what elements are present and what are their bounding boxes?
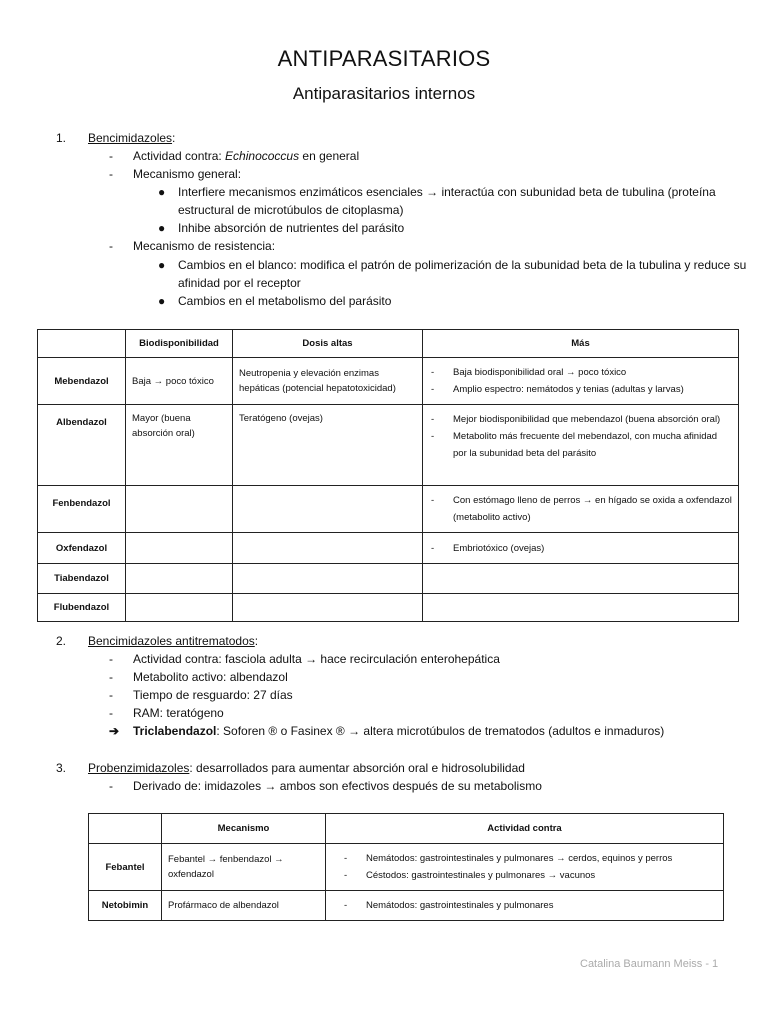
table-cell [233, 486, 423, 533]
table-cell: Neutropenia y elevación enzimas hepáticas (potencial hepatotoxicidad) [233, 358, 423, 405]
list-item-text: Actividad contra: fasciola adulta → hace recirculación enterohepática [133, 652, 500, 666]
row-header: Fenbendazol [38, 486, 126, 533]
list [429, 411, 732, 462]
row-header: Netobimin [89, 891, 162, 921]
header-cell [89, 814, 162, 844]
list [429, 492, 732, 526]
list-item: - Con estómago lleno de perros → en hígado se oxida a oxfendazol (metabolito activo) [429, 492, 732, 526]
list-item: - Mecanismo de resistencia: [109, 239, 276, 253]
resistance-bullet-1: Cambios en el blanco: modifica el patrón de polimerización de la subunidad beta de la tubulina y reduce su [178, 258, 747, 272]
row-header: Febantel [89, 844, 162, 891]
table-cell [233, 533, 423, 564]
colon: : [172, 131, 176, 145]
list-item: - Derivado de: imidazoles → ambos son efectivos después de su metabolismo [109, 779, 542, 793]
list [429, 540, 732, 557]
list-item: - Mecanismo general: [109, 167, 242, 181]
table-cell [326, 844, 724, 891]
table-cell: Profármaco de albendazol [162, 891, 326, 921]
header-cell: Actividad contra [326, 814, 724, 844]
bullet-item: ● Cambios en el metabolismo del parásito [158, 294, 392, 308]
table-cell [233, 564, 423, 594]
activity-organism: Echinococcus [225, 149, 300, 163]
resistance-label: Mecanismo de resistencia: [133, 239, 276, 253]
table-cell: Teratógeno (ovejas) [233, 405, 423, 486]
page-subtitle: Antiparasitarios internos [292, 84, 476, 103]
list-item: - Metabolito más frecuente del mebendazol, con mucha afinidad por la subunidad beta del parásito [429, 428, 732, 462]
table-cell: Febantel → fenbendazol → oxfendazol [162, 844, 326, 891]
activity-suffix: en general [299, 149, 360, 163]
bullet-item: ● Interfiere mecanismos enzimáticos esenciales → interactúa con subunidad beta de tubulina (proteína [158, 185, 716, 199]
section-title: Probenzimidazoles [88, 761, 190, 775]
mech-general: Mecanismo general: [133, 167, 242, 181]
table-row [38, 564, 739, 594]
list [332, 897, 717, 914]
table-cell [423, 358, 739, 405]
list-item: - Actividad contra: Echinococcus en general [109, 149, 360, 163]
resistance-bullet-2: Cambios en el metabolismo del parásito [178, 294, 392, 308]
table-cell: Mayor (buena absorción oral) [126, 405, 233, 486]
list-item: - Mejor biodisponibilidad que mebendazol (buena absorción oral) [429, 411, 732, 428]
row-header: Tiabendazol [38, 564, 126, 594]
table-row [38, 405, 739, 486]
table-cell [126, 594, 233, 622]
mech-bullet-2: Inhibe absorción de nutrientes del parásito [178, 221, 405, 235]
section-number: 1. [56, 131, 67, 145]
table-row [89, 891, 724, 921]
page-footer: Catalina Baumann Meiss - 1 [580, 958, 719, 970]
table-cell [423, 405, 739, 486]
list-item: - Metabolito activo: albendazol [109, 670, 288, 684]
mech-bullet-1: Interfiere mecanismos enzimáticos esenciales → interactúa con subunidad beta de tubulina (proteína [178, 185, 716, 199]
list-item-text: RAM: teratógeno [133, 706, 224, 720]
list-item-text: Metabolito activo: albendazol [133, 670, 288, 684]
header-cell: Mecanismo [162, 814, 326, 844]
row-header: Albendazol [38, 405, 126, 486]
list [429, 364, 732, 398]
activity-label: Actividad contra: [133, 149, 226, 163]
bullet-item: ● Cambios en el blanco: modifica el patrón de polimerización de la subunidad beta de la tubulina y reduce su [158, 258, 747, 272]
bencimidazoles-table [37, 329, 739, 622]
arrow-item [109, 722, 665, 740]
header-cell: Más [423, 330, 739, 358]
table-cell [126, 533, 233, 564]
row-header: Flubendazol [38, 594, 126, 622]
table-cell [233, 594, 423, 622]
page-title: ANTIPARASITARIOS [277, 46, 491, 71]
list-item: - Tiempo de resguardo: 27 días [109, 688, 293, 702]
table-cell [126, 486, 233, 533]
list-item: - Céstodos: gastrointestinales y pulmonares → vacunos [342, 867, 717, 884]
table-header-row [89, 814, 724, 844]
list-item-text: Derivado de: imidazoles → ambos son efectivos después de su metabolismo [133, 779, 542, 793]
table-row [38, 533, 739, 564]
drug-name: Triclabendazol [133, 724, 217, 738]
list-item: - Nemátodos: gastrointestinales y pulmonares [342, 897, 717, 914]
list-item: - Embriotóxico (ovejas) [429, 540, 732, 557]
table-cell [423, 486, 739, 533]
row-header: Oxfendazol [38, 533, 126, 564]
list [332, 850, 717, 884]
bullet-continuation: estructural de microtúbulos de citoplasma) [178, 203, 404, 217]
table-cell [423, 564, 739, 594]
colon: : [254, 634, 259, 648]
header-cell [38, 330, 126, 358]
table-row [89, 844, 724, 891]
header-cell: Biodisponibilidad [126, 330, 233, 358]
list-item: - RAM: teratógeno [109, 706, 224, 720]
section-description: : desarrollados para aumentar absorción oral e hidrosolubilidad [189, 761, 525, 775]
section-number: 3. [56, 761, 67, 775]
probenzimidazoles-table [88, 813, 724, 921]
list-item: - Baja biodisponibilidad oral → poco tóxico [429, 364, 732, 381]
drug-description: : Soforen ® o Fasinex ® → altera microtúbulos de trematodos (adultos e inmaduros) [216, 724, 665, 738]
section-title: Bencimidazoles [88, 131, 173, 145]
row-header: Mebendazol [38, 358, 126, 405]
table-row [38, 358, 739, 405]
table-row [38, 486, 739, 533]
bullet-continuation: afinidad por el receptor [178, 276, 301, 290]
section-title: Bencimidazoles antitrematodos [88, 634, 255, 648]
list-item: - Amplio espectro: nemátodos y tenias (adultas y larvas) [429, 381, 732, 398]
table-cell [126, 564, 233, 594]
arrow-icon: ➔ [109, 724, 120, 738]
list-item-text: Tiempo de resguardo: 27 días [133, 688, 293, 702]
table-cell [326, 891, 724, 921]
list-item: - Nemátodos: gastrointestinales y pulmonares → cerdos, equinos y perros [342, 850, 717, 867]
table-cell [423, 594, 739, 622]
table-cell: Baja → poco tóxico [126, 358, 233, 405]
table-header-row [38, 330, 739, 358]
table-cell [423, 533, 739, 564]
header-cell: Dosis altas [233, 330, 423, 358]
table-row [38, 594, 739, 622]
list-item: - Actividad contra: fasciola adulta → hace recirculación enterohepática [109, 652, 500, 666]
bullet-item: ● Inhibe absorción de nutrientes del parásito [158, 221, 405, 235]
section-number: 2. [56, 634, 67, 648]
